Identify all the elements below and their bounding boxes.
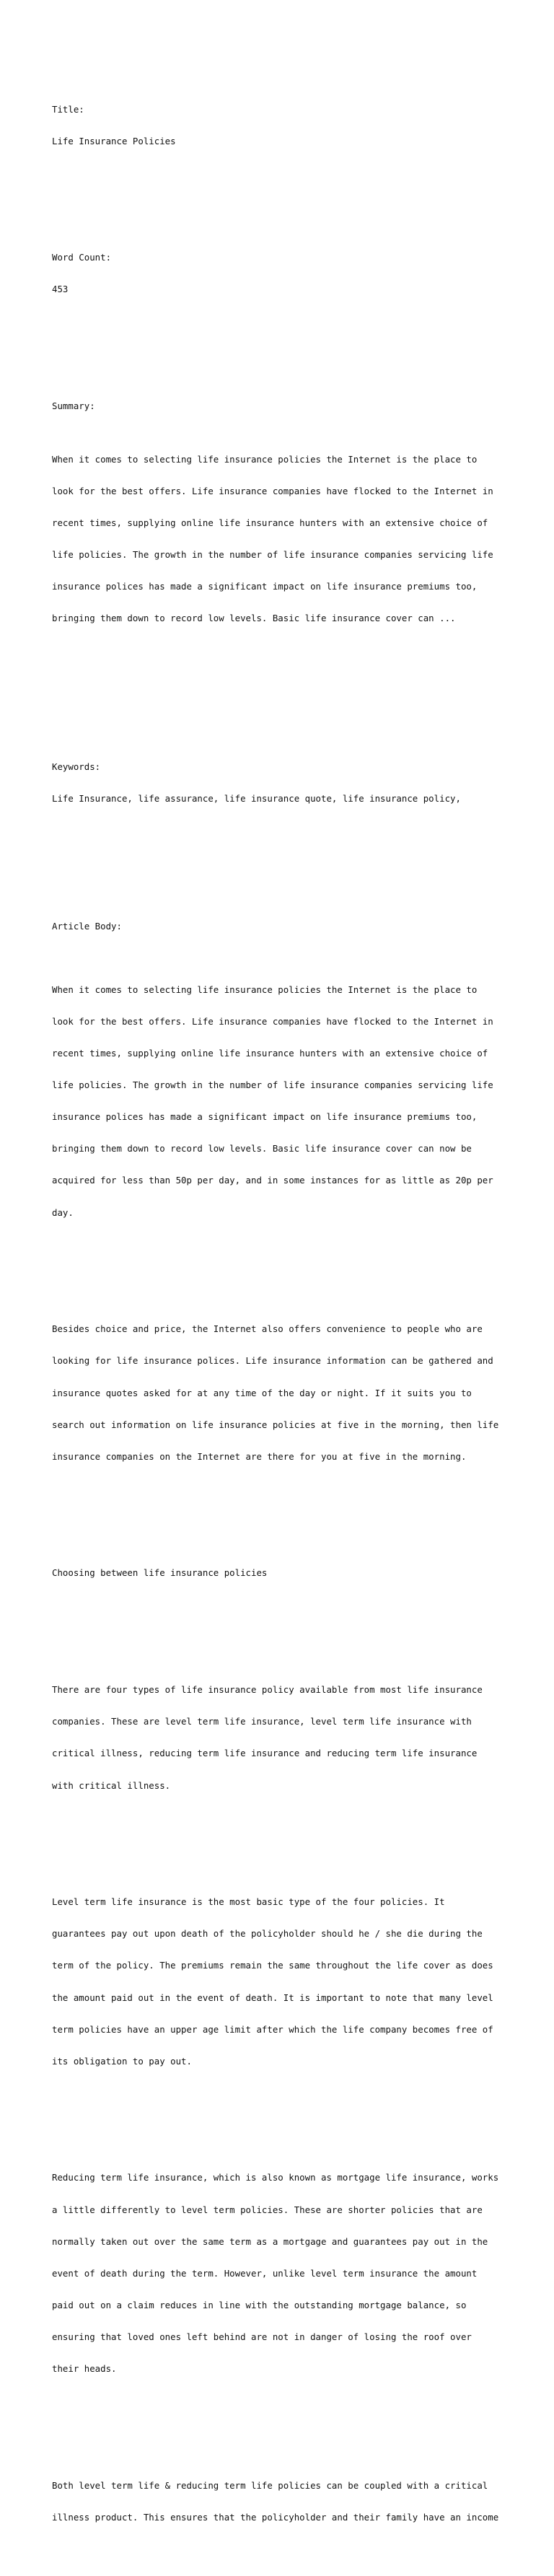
paragraph-line: day. (52, 1206, 74, 1218)
paragraph-line: term of the policy. The premiums remain the same throughout the life cover as does (52, 1960, 493, 1971)
subheading (52, 1547, 514, 1600)
word-count-section (52, 232, 514, 317)
paragraph (52, 1664, 514, 1813)
paragraph-line: term policies have an upper age limit after which the life company becomes free of (52, 2023, 493, 2035)
paragraph-line: look for the best offers. Life insurance companies have flocked to the Internet in (52, 1015, 493, 1027)
paragraph-line: companies. These are level term life insurance, level term life insurance with (52, 1716, 472, 1727)
paragraph-line: the amount paid out in the event of death. It is important to note that many level (52, 1992, 493, 2003)
title-label: Title: (52, 103, 84, 115)
article-body-label: Article Body: (52, 920, 122, 932)
article-body-section (52, 900, 514, 2565)
summary-label: Summary: (52, 400, 95, 412)
keywords-label: Keywords: (52, 761, 101, 773)
summary-text (52, 433, 514, 645)
title-section (52, 83, 514, 168)
paragraph-line: looking for life insurance polices. Life insurance information can be gathered and (52, 1355, 493, 1367)
paragraph-line: recent times, supplying online life insurance hunters with an extensive choice of (52, 1048, 488, 1059)
paragraph-line: acquired for less than 50p per day, and in some instances for as little as 20p per (52, 1175, 493, 1186)
paragraph-line: ensuring that loved ones left behind are not in danger of losing the roof over (52, 2331, 472, 2343)
summary-line: When it comes to selecting life insurance policies the Internet is the place to (52, 453, 478, 465)
word-count-label: Word Count: (52, 252, 112, 263)
paragraph-line: bringing them down to record low levels. Basic life insurance cover can now be (52, 1143, 472, 1155)
paragraph-line: Both level term life & reducing term life policies can be coupled with a critical (52, 2479, 488, 2491)
summary-line: life policies. The growth in the number of life insurance companies servicing life (52, 549, 493, 561)
paragraph-line: Besides choice and price, the Internet also offers convenience to people who are (52, 1323, 483, 1335)
summary-section (52, 380, 514, 667)
paragraph-line: search out information on life insurance policies at five in the morning, then life (52, 1419, 499, 1430)
title-value: Life Insurance Policies (52, 135, 176, 146)
paragraph-line: insurance polices has made a significant impact on life insurance premiums too, (52, 1111, 478, 1123)
paragraph-line: its obligation to pay out. (52, 2055, 192, 2067)
paragraph-line: Level term life insurance is the most basic type of the four policies. It (52, 1896, 445, 1908)
subheading-line: Choosing between life insurance policies (52, 1567, 268, 1579)
paragraph (52, 1876, 514, 2088)
paragraph-line: normally taken out over the same term as a mortgage and guarantees pay out in the (52, 2235, 488, 2247)
paragraph-line: There are four types of life insurance policy available from most life insurance (52, 1684, 483, 1696)
keywords-value: Life Insurance, life assurance, life insurance quote, life insurance policy, (52, 793, 461, 805)
paragraph-line: guarantees pay out upon death of the policyholder should he / she die during the (52, 1928, 483, 1940)
paragraph-line: life policies. The growth in the number of life insurance companies servicing life (52, 1079, 493, 1091)
paragraph-line: When it comes to selecting life insurance policies the Internet is the place to (52, 983, 478, 995)
paragraph-line: with critical illness. (52, 1779, 171, 1791)
paragraph-line: illness product. This ensures that the policyholder and their family have an income (52, 2511, 499, 2523)
paragraph-line: their heads. (52, 2363, 117, 2375)
paragraph-line: insurance quotes asked for at any time of the day or night. If it suits you to (52, 1387, 472, 1398)
summary-line: look for the best offers. Life insurance companies have flocked to the Internet in (52, 485, 493, 496)
paragraph (52, 1303, 514, 1484)
paragraph (52, 963, 514, 1239)
paragraph (52, 2152, 514, 2396)
paragraph-line: insurance companies on the Internet are there for you at five in the morning. (52, 1450, 467, 1462)
summary-line: insurance polices has made a significant impact on life insurance premiums too, (52, 581, 478, 592)
summary-line: bringing them down to record low levels. Basic life insurance cover can ... (52, 613, 456, 624)
paragraph-line: event of death during the term. However, unlike level term insurance the amount (52, 2267, 478, 2279)
paragraph-line: critical illness, reducing term life insurance and reducing term life insurance (52, 1748, 478, 1759)
paragraph-line: paid out on a claim reduces in line with the outstanding mortgage balance, so (52, 2299, 467, 2310)
summary-line: recent times, supplying online life insurance hunters with an extensive choice of (52, 517, 488, 528)
keywords-section (52, 741, 514, 826)
paragraph (52, 2459, 514, 2544)
paragraph-line: a little differently to level term policies. These are shorter policies that are (52, 2204, 483, 2215)
word-count-value: 453 (52, 284, 69, 295)
document-page (52, 51, 514, 2576)
paragraph-line: Reducing term life insurance, which is also known as mortgage life insurance, works (52, 2172, 499, 2183)
